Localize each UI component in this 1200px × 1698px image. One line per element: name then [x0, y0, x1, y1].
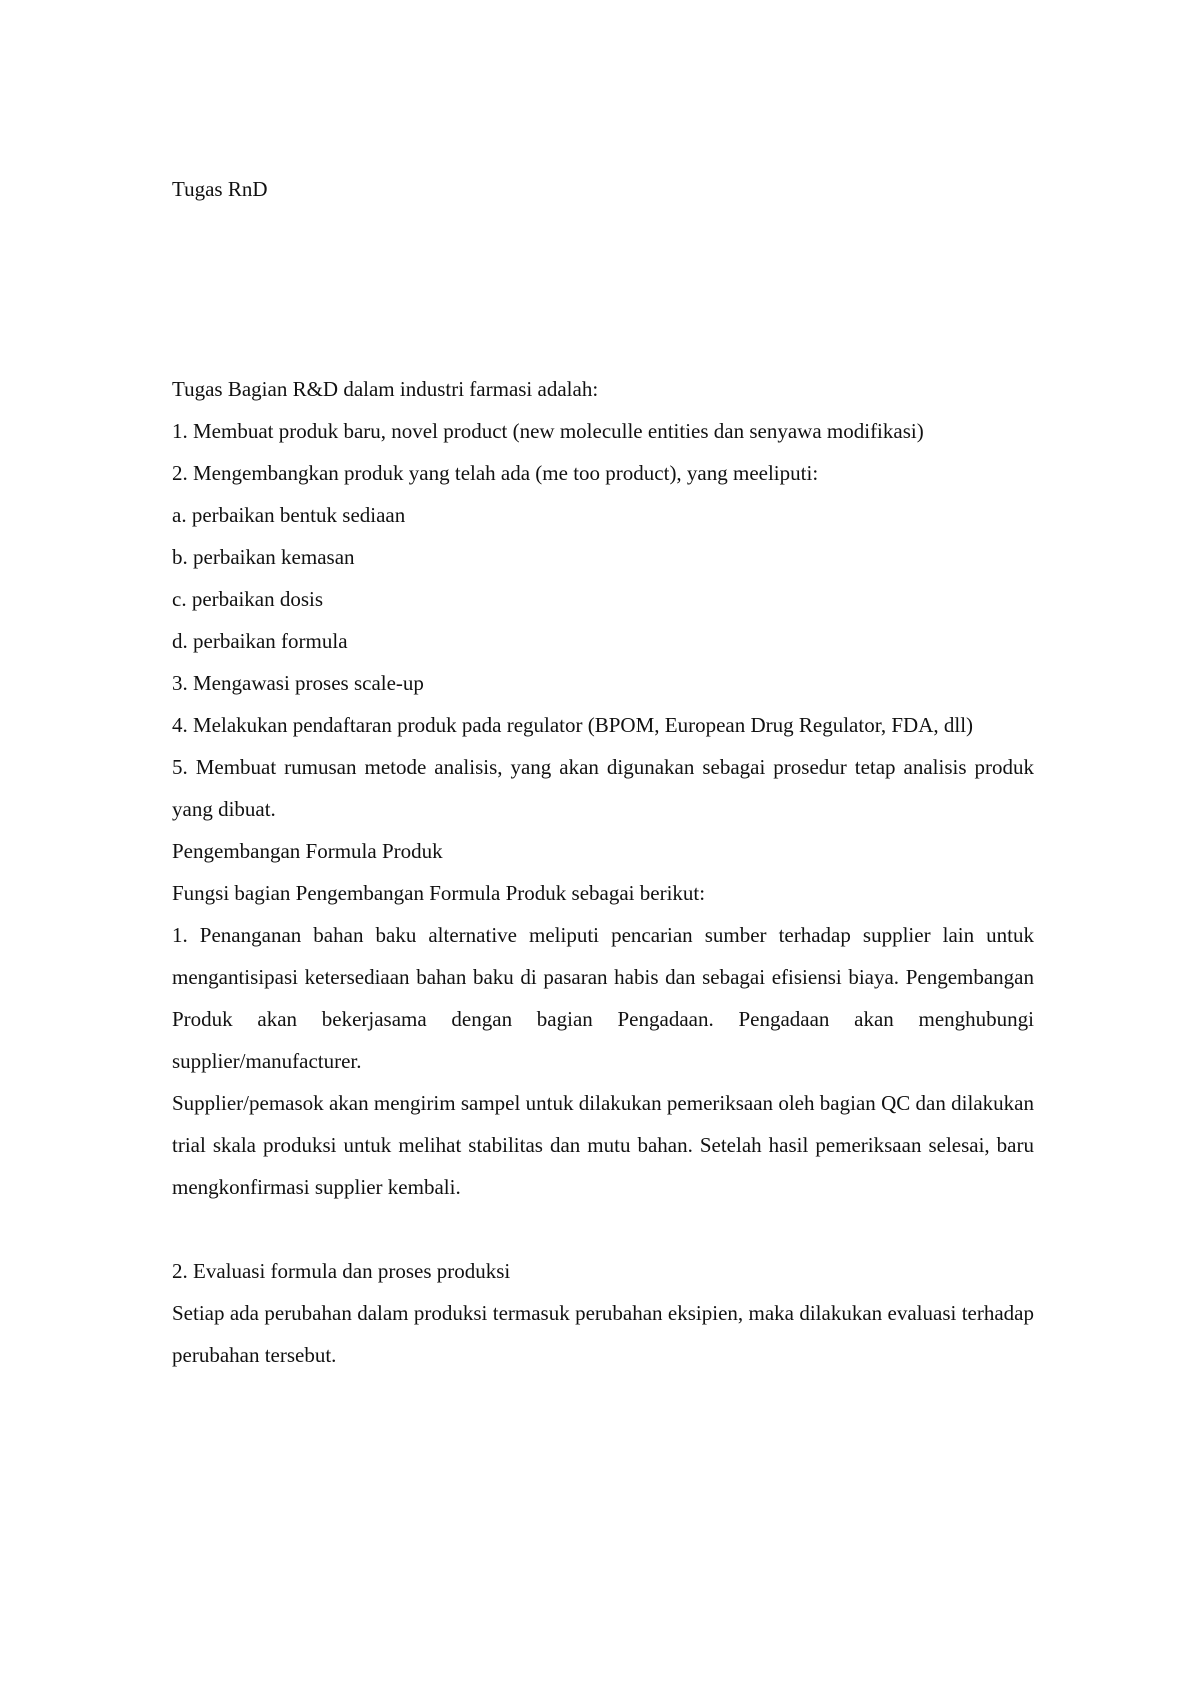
- fungsi-item-2: 2. Evaluasi formula dan proses produksi: [172, 1259, 511, 1283]
- list-item-2: 2. Mengembangkan produk yang telah ada (me too product), yang meeliputi:: [172, 461, 819, 485]
- list-item-1: 1. Membuat produk baru, novel product (new moleculle entities dan senyawa modifikasi): [172, 419, 924, 443]
- fungsi-item-1: 1. Penanganan bahan baku alternative meliputi pencarian sumber terhadap supplier lain untuk mengantisipasi ketersediaan bahan baku di pasaran habis dan sebagai efisiensi biaya. Pengembangan Produk akan bekerjasama dengan bagian Pengadaan. Pengadaan akan menghubungi supplier/manufacturer.: [172, 923, 1034, 1073]
- list-item-3: 3. Mengawasi proses scale-up: [172, 671, 424, 695]
- sub-item-c: c. perbaikan dosis: [172, 587, 324, 611]
- document-body: [172, 168, 1034, 1376]
- document-title: Tugas RnD: [172, 177, 268, 201]
- blank-line: [172, 1208, 1034, 1250]
- section-heading: Pengembangan Formula Produk: [172, 839, 443, 863]
- section-intro: Fungsi bagian Pengembangan Formula Produk sebagai berikut:: [172, 881, 706, 905]
- sub-item-a: a. perbaikan bentuk sediaan: [172, 503, 406, 527]
- list-item-4: 4. Melakukan pendaftaran produk pada regulator (BPOM, European Drug Regulator, FDA, dll): [172, 713, 974, 737]
- sub-item-d: d. perbaikan formula: [172, 629, 348, 653]
- intro-paragraph: Tugas Bagian R&D dalam industri farmasi adalah:: [172, 377, 599, 401]
- fungsi-item-2-description: Setiap ada perubahan dalam produksi termasuk perubahan eksipien, maka dilakukan evaluasi terhadap perubahan tersebut.: [172, 1301, 1034, 1367]
- sub-item-b: b. perbaikan kemasan: [172, 545, 355, 569]
- list-item-5: 5. Membuat rumusan metode analisis, yang akan digunakan sebagai prosedur tetap analisis produk yang dibuat.: [172, 755, 1034, 821]
- fungsi-item-1-continuation: Supplier/pemasok akan mengirim sampel untuk dilakukan pemeriksaan oleh bagian QC dan dilakukan trial skala produksi untuk melihat stabilitas dan mutu bahan. Setelah hasil pemeriksaan selesai, baru mengkonfirmasi supplier kembali.: [172, 1091, 1034, 1199]
